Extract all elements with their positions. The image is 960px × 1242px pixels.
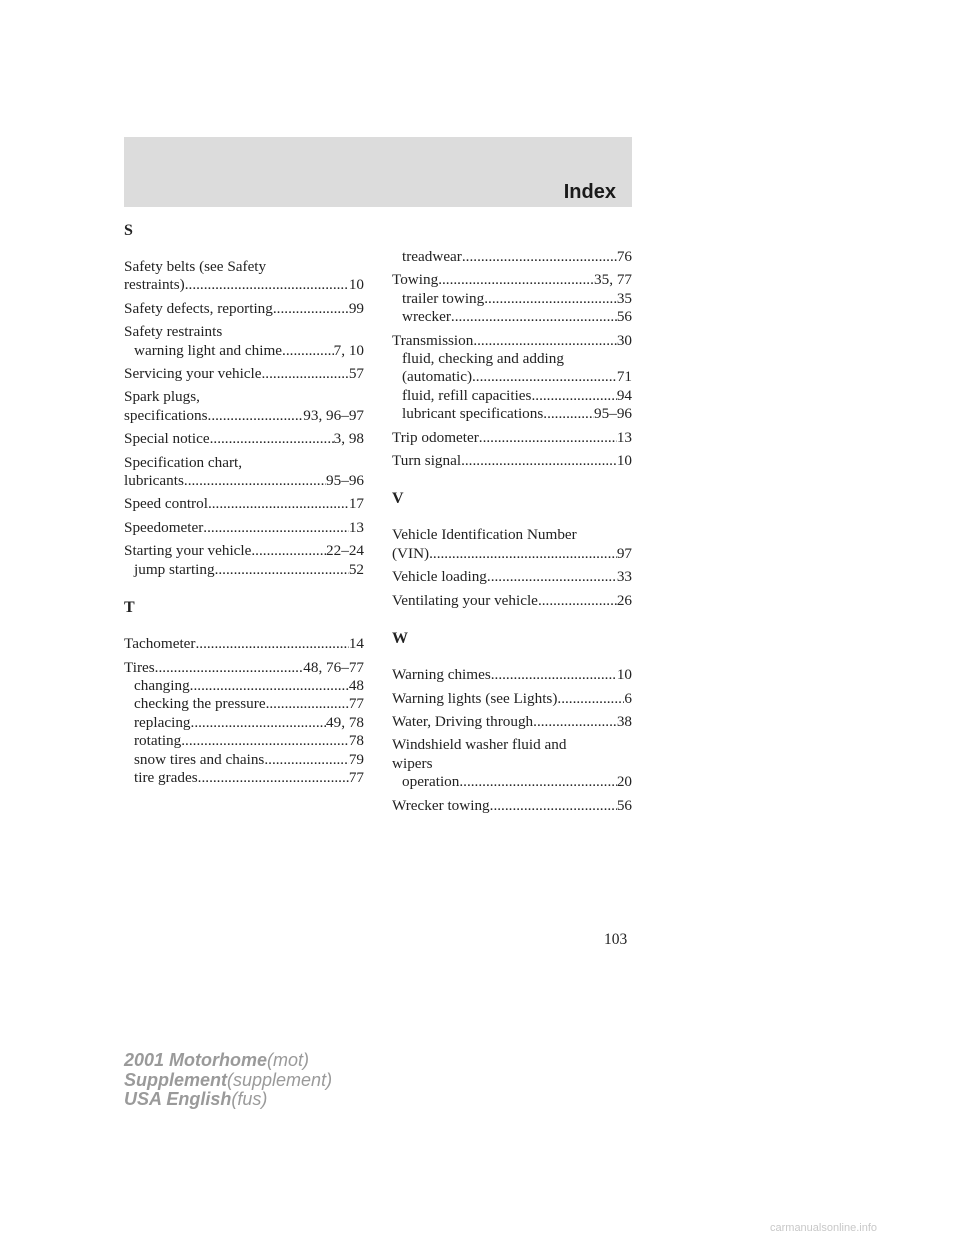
entry-page-ref: 94 [616,386,632,404]
entry-term: Spark plugs, [124,388,200,406]
dot-leader [533,713,617,731]
index-entry-line [392,429,632,447]
dot-leader [484,290,617,308]
index-entry [124,258,364,295]
entry-page-ref: 3, 98 [333,430,364,448]
index-entry [392,568,632,586]
dot-leader [543,405,594,423]
index-entry-line [124,430,364,448]
index-entry-line [124,258,364,276]
entry-term: trailer towing [402,289,485,307]
entry-page-ref: 95–96 [326,472,364,490]
dot-leader [203,519,349,537]
entry-term: lubricants [124,472,184,490]
entry-term: Speedometer [124,518,204,536]
index-entry-line [124,276,364,294]
dot-leader [184,472,326,490]
entry-term: treadwear [402,248,462,265]
entry-page-ref: 77 [348,695,364,713]
entry-page-ref: 76 [616,248,632,265]
dot-leader [264,751,348,769]
entry-page-ref: 95–96 [594,405,632,423]
index-subentry-line [124,732,364,750]
index-entry [392,666,632,684]
dot-leader [462,248,617,266]
index-subentry-line [124,695,364,713]
entry-term: restraints) [124,276,185,294]
entry-term: Warning chimes [392,666,491,684]
index-entry [124,323,364,360]
entry-term: checking the pressure [134,695,266,713]
index-entry-line [392,452,632,470]
document-footer [124,1051,332,1110]
entry-page-ref: 48 [348,676,364,694]
entry-page-ref: 38 [616,712,632,730]
footer-doc-type: Supplement [124,1069,228,1090]
dot-leader [282,342,334,360]
entry-page-ref: 35, 77 [594,271,632,289]
dot-leader [459,773,616,791]
dot-leader [215,561,349,579]
index-entry [392,452,632,470]
index-entry [392,797,632,815]
dot-leader [490,797,617,815]
dot-leader [472,368,617,386]
entry-term: Transmission [392,331,474,349]
index-entry [392,592,632,610]
index-letter-heading: T [124,599,135,617]
index-entry [124,495,364,513]
index-entry [124,388,364,425]
index-entry-line [392,568,632,586]
entry-page-ref: 57 [348,365,364,383]
entry-term: fluid, checking and adding [402,350,564,368]
index-entry [124,365,364,383]
footer-language: USA English [124,1089,232,1109]
entry-page-ref: 48, 76–77 [303,658,364,676]
index-subentry-line [392,387,632,405]
entry-term: Trip odometer [392,428,479,446]
page-title: Index [563,181,616,203]
index-subentry-line [392,350,632,368]
index-entry [392,271,632,326]
index-entry [124,300,364,318]
index-entry-line [392,545,632,563]
entry-term: tire grades [134,768,198,786]
entry-page-ref: 10 [616,452,632,470]
index-entry-line [392,526,632,544]
page-number: 103 [604,931,628,948]
dot-leader [185,276,349,294]
index-subentry-line [124,769,364,787]
entry-page-ref: 17 [348,495,364,513]
entry-page-ref: 13 [348,518,364,536]
dot-leader [208,495,349,513]
dot-leader [531,387,616,405]
entry-term: snow tires and chains [134,750,265,768]
dot-leader [487,568,617,586]
entry-page-ref: 79 [348,750,364,768]
dot-leader [473,332,617,350]
index-entry-line [392,736,632,754]
entry-term: Safety belts (see Safety [124,258,267,275]
dot-leader [198,769,349,787]
entry-page-ref: 56 [616,796,632,814]
entry-term: operation [402,773,460,791]
index-letter-heading: S [124,222,133,239]
index-subentry-line [124,561,364,579]
dot-leader [461,452,617,470]
footer-language-code: (fus) [231,1089,268,1109]
entry-page-ref: 35 [616,289,632,307]
index-entry [124,430,364,448]
index-subentry-line [392,405,632,423]
dot-leader [262,365,349,383]
index-entry-line [124,300,364,318]
index-subentry-line [392,290,632,308]
entry-term: (automatic) [402,368,472,386]
index-entry-line [392,797,632,815]
entry-page-ref: 13 [616,428,632,446]
entry-term: specifications [124,406,208,424]
entry-page-ref: 10 [348,276,364,294]
entry-term: fluid, refill capacities [402,386,532,404]
entry-term: Safety restraints [124,323,223,341]
entry-term: Tires [124,658,155,676]
entry-term: (VIN) [392,544,430,562]
index-subentry-line [124,751,364,769]
dot-leader [429,545,617,563]
entry-page-ref: 77 [348,768,364,786]
entry-term: Towing [392,271,439,289]
entry-term: changing [134,676,190,694]
dot-leader [195,635,348,653]
entry-page-ref: 99 [348,299,364,317]
entry-page-ref: 93, 96–97 [303,406,364,424]
entry-page-ref: 10 [616,666,632,684]
entry-term: wrecker [402,308,451,326]
index-entry-line [392,713,632,731]
entry-term: Turn signal [392,452,462,470]
entry-term: rotating [134,732,182,750]
index-entry [392,713,632,731]
dot-leader [181,732,349,750]
entry-page-ref: 71 [616,368,632,386]
entry-term: Warning lights (see Lights) [392,689,558,707]
footer-model-code: (mot) [267,1050,310,1070]
index-letter-heading: V [392,490,404,508]
footer-doc-code: (supplement) [227,1069,333,1090]
index-entry-line [124,388,364,406]
index-entry-line [124,635,364,653]
entry-term: Speed control [124,495,208,513]
entry-page-ref: 56 [616,308,632,326]
entry-term: Tachometer [124,635,196,653]
index-subentry-line [392,368,632,386]
dot-leader [438,271,594,289]
entry-page-ref: 14 [348,635,364,653]
entry-term: Special notice [124,430,210,448]
dot-leader [190,677,349,695]
entry-term: Windshield washer fluid and [392,736,567,754]
dot-leader [451,308,617,326]
entry-term: Vehicle loading [392,568,487,586]
index-entry-line [124,365,364,383]
entry-page-ref: 26 [616,591,632,609]
entry-page-ref: 7, 10 [333,341,364,359]
index-entry-line [392,332,632,350]
dot-leader [479,429,617,447]
dot-leader [251,542,326,560]
index-entry [392,332,632,424]
entry-term: Specification chart, [124,453,243,471]
index-subentry-line [392,308,632,326]
index-entry-line [392,755,632,773]
index-column-right [392,248,632,820]
index-column-left [124,222,364,792]
entry-page-ref: 49, 78 [326,713,364,731]
entry-page-ref: 52 [348,560,364,578]
dot-leader [208,407,304,425]
index-entry [392,429,632,447]
entry-page-ref: 22–24 [326,542,364,560]
footer-model: 2001 Motorhome [124,1050,268,1070]
index-subentry-line [124,342,364,360]
entry-term: Wrecker towing [392,796,490,814]
entry-page-ref: 33 [616,568,632,586]
index-entry [392,526,632,563]
index-entry-line [124,454,364,472]
entry-term: Vehicle Identification Number [392,526,577,544]
entry-page-ref: 6 [624,689,632,707]
index-entry-line [392,666,632,684]
entry-term: wipers [392,754,433,772]
index-entry-line [124,472,364,490]
index-entry-line [124,323,364,341]
entry-term: jump starting [134,560,215,578]
index-entry-line [392,690,632,708]
entry-page-ref: 78 [348,732,364,750]
dot-leader [210,430,334,448]
index-letter-heading: W [392,630,408,648]
entry-page-ref: 30 [616,331,632,349]
dot-leader [155,659,304,677]
index-entry [392,248,632,266]
index-entry [124,659,364,788]
entry-term: Servicing your vehicle [124,365,262,383]
header-band [124,137,632,207]
index-entry-line [124,407,364,425]
index-entry [392,736,632,791]
index-entry-line [124,495,364,513]
index-entry-line [392,271,632,289]
entry-page-ref: 97 [616,544,632,562]
dot-leader [191,714,327,732]
index-entry [392,690,632,708]
dot-leader [491,666,617,684]
index-subentry-line [124,714,364,732]
index-entry-line [124,542,364,560]
index-subentry-line [392,773,632,791]
index-entry-line [392,592,632,610]
index-entry [124,519,364,537]
entry-term: Safety defects, reporting [124,299,273,317]
entry-term: lubricant specifications [402,405,544,423]
index-subentry-line [124,677,364,695]
dot-leader [538,592,617,610]
index-entry [124,454,364,491]
entry-page-ref: 20 [616,773,632,791]
index-entry-line [124,659,364,677]
entry-term: Ventilating your vehicle [392,591,538,609]
index-entry [124,542,364,579]
dot-leader [273,300,349,318]
entry-term: warning light and chime [134,341,283,359]
index-entry [124,635,364,653]
index-entry-line [124,519,364,537]
entry-term: replacing [134,713,191,731]
entry-term: Water, Driving through [392,712,534,730]
watermark[interactable]: carmanualsonline.info [770,1222,878,1234]
dot-leader [266,695,349,713]
entry-term: Starting your vehicle [124,542,252,560]
index-subentry-line [392,248,632,266]
dot-leader [557,690,624,708]
